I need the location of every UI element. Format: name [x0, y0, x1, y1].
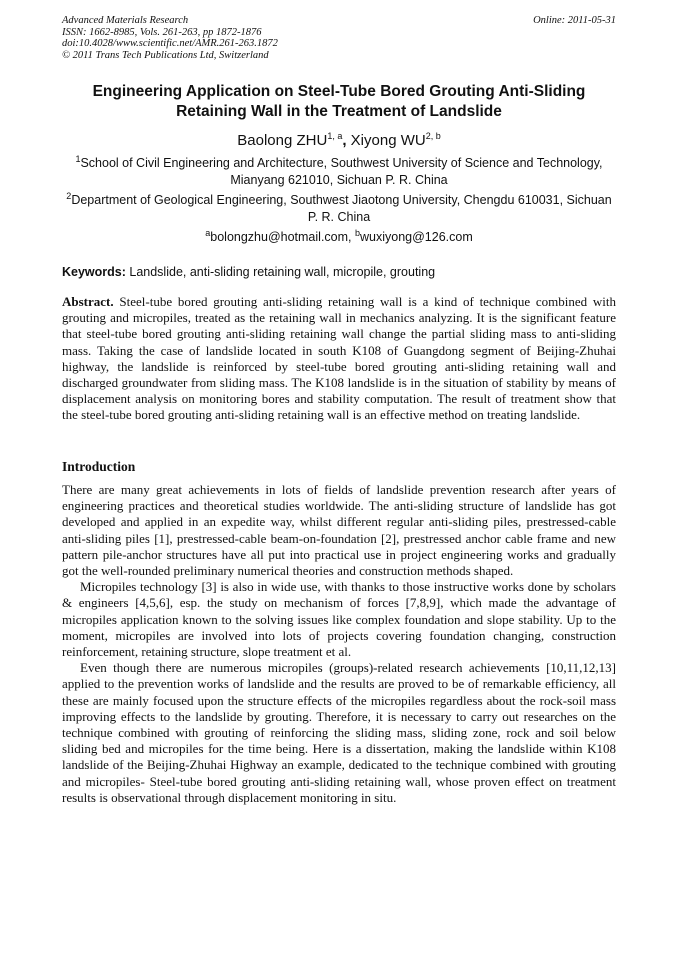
introduction-body: [62, 482, 616, 806]
online-date: Online: 2011-05-31: [533, 15, 616, 26]
keywords: [62, 264, 616, 280]
email-a-mark: a: [205, 227, 211, 238]
author-1-name: Baolong ZHU: [237, 132, 328, 149]
keywords-text: Landslide, anti-sliding retaining wall, micropile, grouting: [125, 265, 436, 279]
affiliation-1-mark: 1: [75, 153, 81, 164]
author-line: [62, 131, 616, 151]
abstract-text: Steel-tube bored grouting anti-sliding retaining wall is a kind of technique combined with grouting and micropiles, treated as the retaining wall in mechanics analyzing. It is the significant feature that steel-tube bored grouting anti-sliding retaining wall change the partial sliding mass to anti-sliding mass. Taking the case of landslide located in south K108 of Guangdong segment of Beijing-Zhuhai highway, the landslide is reinforced by steel-tube bored grouting anti-sliding retaining wall and discharged groundwater from sliding mass. The K108 landslide is in the situation of stability by means of displacement analysis on monitoring bores and stability computation. The result of treatment show that the steel-tube bored grouting anti-sliding retaining wall is an effective method on treating landslide.: [62, 294, 616, 423]
abstract-label: Abstract.: [62, 294, 114, 309]
affiliation-1-text: School of Civil Engineering and Architecture, Southwest University of Science and Technology, Mianyang 621010, Sichuan P. R. China: [80, 156, 603, 187]
affiliation-2: [62, 192, 616, 226]
author-2-affiliation-mark: 2, b: [425, 131, 441, 141]
copyright-line: © 2011 Trans Tech Publications Ltd, Switzerland: [62, 49, 269, 61]
abstract: [62, 294, 616, 424]
section-heading-introduction: Introduction: [62, 459, 136, 474]
affiliation-2-text: Department of Geological Engineering, Southwest Jiaotong University, Chengdu 610031, Sichuan P. R. China: [71, 193, 612, 224]
keywords-label: Keywords:: [62, 265, 126, 279]
affiliation-2-mark: 2: [66, 190, 72, 201]
doi-line: doi:10.4028/www.scientific.net/AMR.261-263.1872: [62, 38, 278, 49]
affiliation-1: [62, 155, 616, 189]
email-a: bolongzhu@hotmail.com,: [210, 230, 355, 244]
author-2-name: Xiyong WU: [350, 132, 426, 149]
author-1-affiliation-mark: 1, a: [327, 131, 343, 141]
email-b: wuxiyong@126.com: [360, 230, 473, 244]
paragraph: There are many great achievements in lots of fields of landslide prevention research after years of engineering practices and theoretical studies worldwide. The anti-sliding structure of landslide has got developed and applied in an expedite way, whilst different regular anti-sliding piles, prestressed-cable anti-sliding piles [1], prestressed-cable beam-on-foundation [2], prestressed anchor cable frame and new pattern pile-anchor structures have all put into practical use in project engineering works and gradually got the well-rounded preliminary numerical theories and construction methods shaped.: [62, 482, 616, 579]
paper-title: Engineering Application on Steel-Tube Bored Grouting Anti-Sliding Retaining Wall in the Treatment of Landslide: [92, 83, 586, 120]
author-separator: ,: [342, 132, 351, 149]
paragraph: Micropiles technology [3] is also in wide use, with thanks to those instructive works done by scholars & engineers [4,5,6], esp. the study on mechanism of forces [7,8,9], which made the advantage of micropiles application known to the solving issues like complex foundation and slope stability. Up to the moment, micropiles are involved into lots of projects covering foundation changing, construction reinforcement, retaining structure, slope treatment et al.: [62, 579, 616, 660]
paragraph: Even though there are numerous micropiles (groups)-related research achievements [10,11,12,13] applied to the prevention works of landslide and the results are proved to be of remarkable efficiency, all these are mainly focused upon the structure effects of the micropiles regardless about the rock-soil mass improving effects to the landslide by grouting. Therefore, it is necessary to carry out researches on the technique combined with grouting of reinforcing the sliding mass, sliding zone, rock and soil below sliding bed and micropiles for the time being. Here is a dissertation, making the landslide within K108 landslide of the Beijing-Zhuhai Highway an example, dedicated to the technique combined with grouting and micropiles- Steel-tube bored grouting anti-sliding retaining wall, whose proven effect on treatment results is observational through displacement monitoring in situ.: [62, 660, 616, 805]
email-line: [62, 229, 616, 245]
journal-name: Advanced Materials Research: [62, 15, 189, 26]
journal-header: [62, 15, 616, 61]
issn-line: ISSN: 1662-8985, Vols. 261-263, pp 1872-1876: [62, 26, 262, 38]
email-b-mark: b: [354, 227, 360, 238]
